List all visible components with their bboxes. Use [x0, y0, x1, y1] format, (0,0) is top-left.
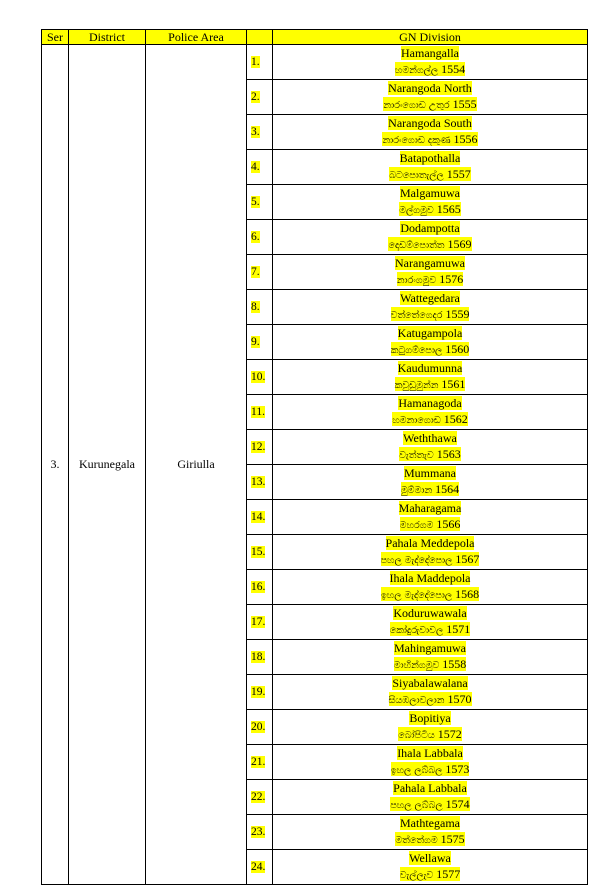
row-number-cell — [247, 780, 273, 815]
gn-name-english: Siyabalawalana — [392, 676, 468, 690]
gn-name-sinhala-line — [400, 517, 461, 531]
gn-division-table — [41, 29, 588, 885]
gn-code: 1560 — [445, 342, 470, 356]
gn-name-english: Ihala Labbala — [397, 746, 463, 760]
gn-name-sinhala: හමන්ගල්ල — [394, 65, 439, 76]
row-number: 21. — [251, 756, 266, 768]
gn-division-cell — [273, 465, 588, 500]
gn-code: 1558 — [442, 657, 467, 671]
table-body — [42, 45, 588, 885]
gn-division-cell — [273, 815, 588, 850]
gn-name-sinhala-line — [395, 62, 465, 76]
row-number: 3. — [251, 126, 260, 138]
row-number: 19. — [251, 686, 266, 698]
gn-name-sinhala: දොඩම්පොත්ත — [388, 240, 445, 251]
row-number: 11. — [251, 406, 265, 418]
row-number-cell — [247, 255, 273, 290]
gn-name-sinhala: මාහින්ගමුව — [393, 660, 440, 671]
row-number-cell — [247, 360, 273, 395]
gn-name-sinhala-line — [389, 692, 472, 706]
gn-name-sinhala-line — [388, 237, 471, 251]
gn-code: 1555 — [452, 97, 477, 111]
gn-code: 1567 — [455, 552, 480, 566]
gn-name-sinhala-line — [394, 657, 467, 671]
row-number-cell — [247, 185, 273, 220]
row-number-cell — [247, 220, 273, 255]
row-number: 14. — [251, 511, 266, 523]
gn-name-sinhala-line — [381, 552, 480, 566]
gn-name-sinhala-line — [391, 307, 470, 321]
row-number-cell — [247, 290, 273, 325]
gn-division-cell — [273, 45, 588, 80]
row-number-cell — [247, 815, 273, 850]
gn-name-sinhala: මුම්මාන — [400, 485, 433, 496]
row-number: 9. — [251, 336, 260, 348]
row-number: 1. — [251, 56, 260, 68]
gn-name-sinhala: කෝදුරුවාවල — [389, 625, 444, 636]
gn-name-english: Narangoda South — [388, 116, 472, 130]
gn-name-sinhala: ඉහල ලබ්බල — [390, 765, 443, 776]
gn-name-sinhala: ඉහල මැද්දේපොල — [380, 590, 453, 601]
row-number: 2. — [251, 91, 260, 103]
gn-division-cell — [273, 220, 588, 255]
gn-name-sinhala-line — [397, 272, 463, 286]
row-number: 17. — [251, 616, 266, 628]
gn-division-cell — [273, 500, 588, 535]
row-number-cell — [247, 115, 273, 150]
gn-code: 1568 — [455, 587, 480, 601]
row-number-cell — [247, 430, 273, 465]
gn-code: 1562 — [443, 412, 468, 426]
header-row — [42, 30, 588, 45]
gn-code: 1564 — [435, 482, 460, 496]
gn-name-sinhala: මත්තේගම — [395, 835, 438, 846]
row-number: 18. — [251, 651, 266, 663]
gn-name-sinhala: නාරංගමුව — [396, 275, 437, 286]
gn-code: 1559 — [445, 307, 470, 321]
gn-code: 1563 — [436, 447, 461, 461]
gn-name-sinhala-line — [382, 132, 477, 146]
gn-name-english: Hamanagoda — [398, 396, 462, 410]
gn-name-english: Bopitiya — [409, 711, 451, 725]
gn-code: 1557 — [446, 167, 471, 181]
row-number-cell — [247, 325, 273, 360]
gn-name-sinhala: බටපොතැල්ල — [389, 170, 444, 181]
gn-name-sinhala-line — [398, 727, 461, 741]
gn-division-cell — [273, 395, 588, 430]
header-number — [247, 30, 273, 45]
gn-division-cell — [273, 255, 588, 290]
row-number: 20. — [251, 721, 266, 733]
gn-name-sinhala-line — [400, 867, 460, 881]
gn-name-english: Maharagama — [398, 501, 462, 515]
gn-name-sinhala-line — [399, 202, 461, 216]
row-number-cell — [247, 500, 273, 535]
gn-code: 1565 — [436, 202, 461, 216]
row-number-cell — [247, 640, 273, 675]
gn-name-english: Malgamuwa — [400, 186, 460, 200]
row-number: 6. — [251, 231, 260, 243]
gn-name-english: Pahala Labbala — [393, 781, 467, 795]
row-number: 12. — [251, 441, 266, 453]
gn-name-sinhala: මහරගම — [399, 520, 434, 531]
row-number-cell — [247, 745, 273, 780]
gn-name-english: Mummana — [404, 466, 456, 480]
gn-name-sinhala: කටුගම්පොල — [390, 345, 443, 356]
gn-name-sinhala: පහල ලබ්බල — [390, 800, 443, 811]
gn-name-sinhala-line — [381, 587, 479, 601]
gn-name-sinhala: මල්ගමුව — [399, 205, 434, 216]
row-number-cell — [247, 535, 273, 570]
gn-division-cell — [273, 535, 588, 570]
gn-division-cell — [273, 605, 588, 640]
gn-code: 1571 — [446, 622, 471, 636]
gn-code: 1577 — [436, 867, 461, 881]
gn-name-english: Pahala Meddepola — [385, 536, 475, 550]
row-number-cell — [247, 45, 273, 80]
gn-name-sinhala-line — [390, 622, 471, 636]
gn-name-sinhala: නාරංගොඩ දකුණ — [382, 135, 451, 146]
gn-name-english: Wattegedara — [400, 291, 460, 305]
gn-code: 1570 — [447, 692, 472, 706]
gn-division-cell — [273, 325, 588, 360]
gn-division-cell — [273, 150, 588, 185]
gn-code: 1575 — [440, 832, 465, 846]
gn-name-sinhala-line — [391, 762, 470, 776]
gn-name-sinhala-line — [389, 167, 471, 181]
gn-division-cell — [273, 80, 588, 115]
gn-name-english: Weththawa — [403, 431, 457, 445]
header-police-area: Police Area — [146, 30, 247, 45]
gn-name-english: Hamangalla — [401, 46, 459, 60]
gn-code: 1561 — [441, 377, 466, 391]
gn-name-english: Katugampola — [397, 326, 463, 340]
gn-name-sinhala: බෝපිටිය — [398, 730, 435, 741]
gn-code: 1566 — [436, 517, 461, 531]
gn-code: 1574 — [445, 797, 470, 811]
gn-division-cell — [273, 745, 588, 780]
row-number-cell — [247, 395, 273, 430]
gn-name-sinhala-line — [401, 482, 459, 496]
gn-name-sinhala-line — [395, 832, 464, 846]
row-number-cell — [247, 80, 273, 115]
gn-name-sinhala: වත්තේගෙදර — [390, 310, 443, 321]
gn-name-sinhala-line — [391, 342, 469, 356]
row-number: 5. — [251, 196, 260, 208]
district-cell: Kurunegala — [69, 45, 146, 885]
gn-division-cell — [273, 850, 588, 885]
row-number-cell — [247, 605, 273, 640]
row-number-cell — [247, 150, 273, 185]
gn-name-english: Batapothalla — [399, 151, 461, 165]
gn-name-english: Ihala Maddepola — [389, 571, 471, 585]
gn-code: 1576 — [439, 272, 464, 286]
gn-name-english: Dodampotta — [400, 221, 460, 235]
table-row — [42, 45, 588, 80]
gn-division-cell — [273, 430, 588, 465]
gn-code: 1569 — [447, 237, 472, 251]
gn-code: 1554 — [441, 62, 466, 76]
gn-name-sinhala-line — [383, 97, 476, 111]
gn-name-sinhala: හමනාගොඩ — [392, 415, 441, 426]
gn-division-cell — [273, 570, 588, 605]
gn-name-sinhala-line — [390, 797, 469, 811]
gn-code: 1573 — [445, 762, 470, 776]
gn-name-english: Koduruwawala — [393, 606, 467, 620]
row-number-cell — [247, 570, 273, 605]
gn-name-english: Wellawa — [409, 851, 451, 865]
row-number-cell — [247, 710, 273, 745]
gn-name-sinhala-line — [395, 377, 466, 391]
gn-name-english: Mathtegama — [400, 816, 460, 830]
gn-name-english: Narangoda North — [388, 81, 472, 95]
row-number: 22. — [251, 791, 266, 803]
header-gn-division: GN Division — [273, 30, 588, 45]
ser-cell: 3. — [42, 45, 69, 885]
row-number: 8. — [251, 301, 260, 313]
gn-division-cell — [273, 710, 588, 745]
gn-name-sinhala: සියඹලාවලාන — [388, 695, 445, 706]
gn-code: 1572 — [437, 727, 462, 741]
gn-division-cell — [273, 780, 588, 815]
gn-division-cell — [273, 640, 588, 675]
police-area-cell: Giriulla — [146, 45, 247, 885]
row-number: 16. — [251, 581, 266, 593]
row-number: 10. — [251, 371, 266, 383]
gn-division-cell — [273, 290, 588, 325]
gn-name-english: Kaudumunna — [397, 361, 463, 375]
row-number: 7. — [251, 266, 260, 278]
gn-name-sinhala: වැත්තැව — [399, 450, 434, 461]
gn-division-cell — [273, 115, 588, 150]
row-number-cell — [247, 850, 273, 885]
gn-name-sinhala-line — [399, 447, 460, 461]
gn-code: 1556 — [453, 132, 478, 146]
gn-name-english: Mahingamuwa — [394, 641, 466, 655]
header-ser: Ser — [42, 30, 69, 45]
row-number: 13. — [251, 476, 266, 488]
gn-division-cell — [273, 675, 588, 710]
row-number: 24. — [251, 861, 266, 873]
gn-name-sinhala: පහල මැද්දේපොල — [380, 555, 453, 566]
gn-name-sinhala: නාරංගොඩ උතුර — [383, 100, 450, 111]
header-district: District — [69, 30, 146, 45]
gn-division-cell — [273, 185, 588, 220]
gn-name-sinhala: කවුඩුමුන්න — [394, 380, 439, 391]
gn-division-cell — [273, 360, 588, 395]
row-number-cell — [247, 465, 273, 500]
row-number: 4. — [251, 161, 260, 173]
gn-name-sinhala-line — [392, 412, 468, 426]
gn-name-sinhala: වැල්ලැව — [399, 870, 434, 881]
gn-name-english: Narangamuwa — [395, 256, 465, 270]
row-number: 23. — [251, 826, 266, 838]
row-number: 15. — [251, 546, 266, 558]
row-number-cell — [247, 675, 273, 710]
